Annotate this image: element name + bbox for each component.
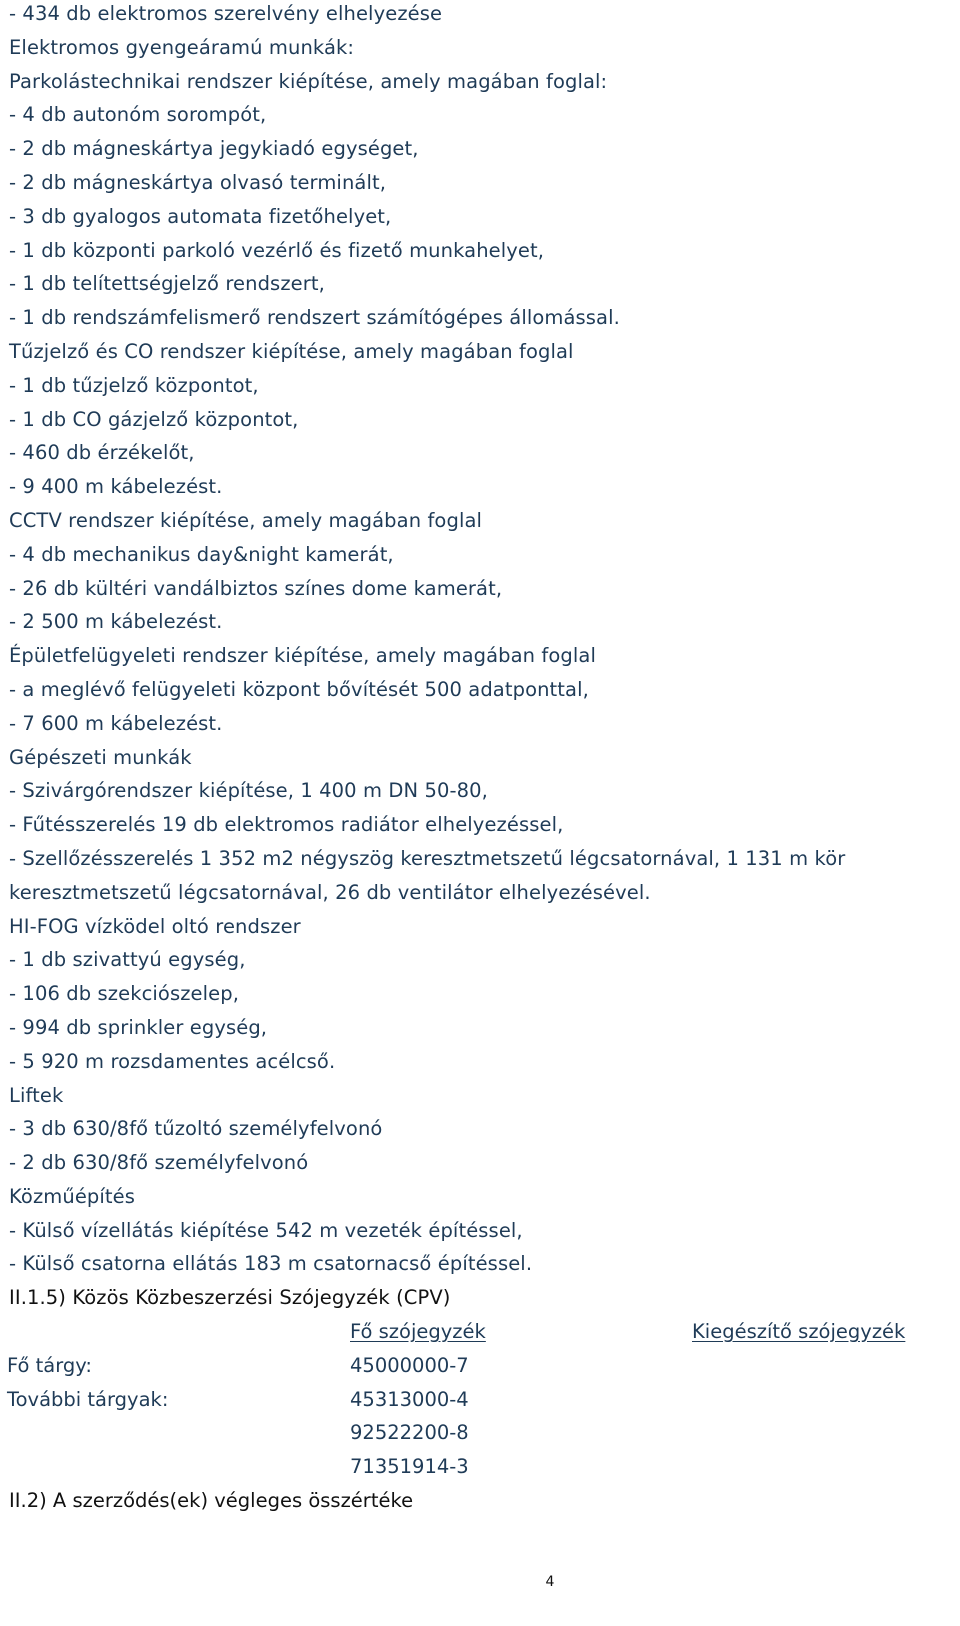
- text-line: - 434 db elektromos szerelvény elhelyezése: [9, 2, 443, 25]
- list-item: - 26 db kültéri vandálbiztos színes dome kamerát,: [9, 576, 503, 600]
- subsection-heading: Épületfelügyeleti rendszer kiépítése, amely magában foglal: [9, 644, 596, 668]
- contract-value-section-title: II.2) A szerződés(ek) végleges összértéke: [9, 1489, 414, 1513]
- list-item: - Fűtésszerelés 19 db elektromos radiátor elhelyezéssel,: [9, 813, 564, 837]
- section-heading: Gépészeti munkák: [9, 745, 192, 769]
- cpv-other-label: További tárgyak:: [7, 1387, 169, 1411]
- list-item: - 9 400 m kábelezést.: [9, 475, 223, 499]
- page-number: 4: [545, 1574, 555, 1590]
- list-item: - 4 db mechanikus day&night kamerát,: [9, 542, 394, 566]
- list-item: - 1 db rendszámfelismerő rendszert számítógépes állomással.: [9, 306, 620, 330]
- subsection-heading: Tűzjelző és CO rendszer kiépítése, amely magában foglal: [9, 339, 574, 363]
- list-item: - 2 500 m kábelezést.: [9, 610, 223, 634]
- document-body: [9, 0, 949, 1517]
- list-item: - a meglévő felügyeleti központ bővítését 500 adatponttal,: [9, 677, 589, 701]
- cpv-main-code: 45000000-7: [350, 1353, 469, 1377]
- cpv-other-code: 92522200-8: [350, 1421, 469, 1445]
- list-item: - 2 db mágneskártya olvasó terminált,: [9, 170, 387, 194]
- cpv-other-code: 45313000-4: [350, 1387, 469, 1411]
- subsection-heading: CCTV rendszer kiépítése, amely magában foglal: [9, 508, 483, 532]
- section-heading: Közműépítés: [9, 1184, 136, 1208]
- cpv-header-main: Fő szójegyzék: [350, 1320, 486, 1344]
- list-item: - 1 db szivattyú egység,: [9, 948, 246, 972]
- section-heading: HI-FOG vízködel oltó rendszer: [9, 914, 301, 938]
- cpv-header-supplementary: Kiegészítő szójegyzék: [692, 1320, 906, 1344]
- list-item: - 5 920 m rozsdamentes acélcső.: [9, 1049, 336, 1073]
- section-heading: Liftek: [9, 1083, 64, 1107]
- list-item: - 2 db 630/8fő személyfelvonó: [9, 1151, 309, 1175]
- list-item: - Külső vízellátás kiépítése 542 m vezeték építéssel,: [9, 1218, 523, 1242]
- list-item: - 2 db mágneskártya jegykiadó egységet,: [9, 137, 419, 161]
- cpv-other-code: 71351914-3: [350, 1455, 469, 1479]
- list-item: - 4 db autonóm sorompót,: [9, 103, 267, 127]
- section-heading: Elektromos gyengeáramú munkák:: [9, 35, 355, 59]
- cpv-section-title: II.1.5) Közös Közbeszerzési Szójegyzék (CPV): [9, 1286, 451, 1310]
- list-item: - Külső csatorna ellátás 183 m csatornacső építéssel.: [9, 1252, 533, 1276]
- list-item: - 7 600 m kábelezést.: [9, 711, 223, 735]
- list-item: - 3 db gyalogos automata fizetőhelyet,: [9, 204, 392, 228]
- list-item: - 1 db központi parkoló vezérlő és fizető munkahelyet,: [9, 238, 545, 262]
- subsection-heading: Parkolástechnikai rendszer kiépítése, amely magában foglal:: [9, 69, 608, 93]
- cpv-main-label: Fő tárgy:: [7, 1353, 92, 1377]
- list-item: - 994 db sprinkler egység,: [9, 1015, 268, 1039]
- list-item: - Szivárgórendszer kiépítése, 1 400 m DN 50-80,: [9, 779, 488, 803]
- list-item: - Szellőzésszerelés 1 352 m2 négyszög keresztmetszetű légcsatornával, 1 131 m kör keresztmetszetű légcsatornával, 26 db ventilátor elhelyezésével.: [9, 846, 846, 904]
- list-item: - 1 db telítettségjelző rendszert,: [9, 272, 325, 296]
- list-item: - 460 db érzékelőt,: [9, 441, 195, 465]
- cpv-table: [9, 1315, 949, 1517]
- list-item: - 1 db CO gázjelző központot,: [9, 407, 299, 431]
- list-item: - 106 db szekciószelep,: [9, 982, 240, 1006]
- list-item: - 1 db tűzjelző központot,: [9, 373, 259, 397]
- list-item: - 3 db 630/8fő tűzoltó személyfelvonó: [9, 1117, 383, 1141]
